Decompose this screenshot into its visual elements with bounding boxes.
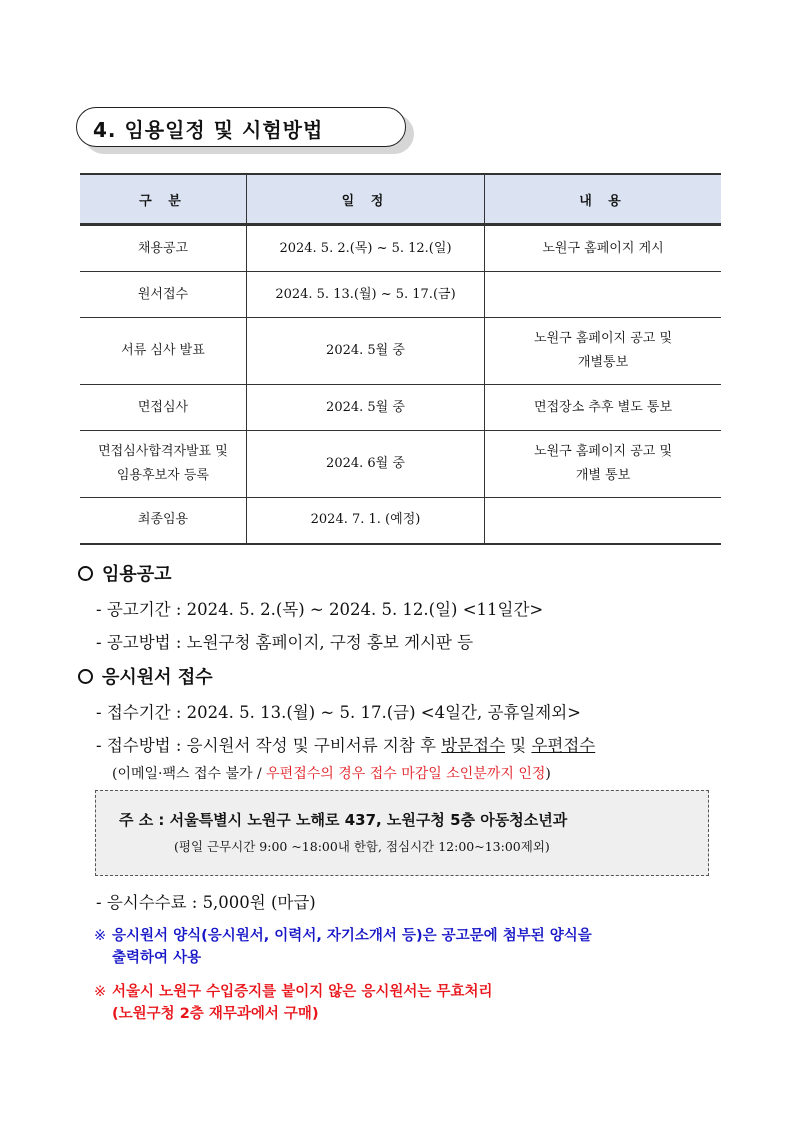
form-note-line1: 응시원서 양식(응시원서, 이력서, 자기소개서 등)은 공고문에 첨부된 양식을 [112,928,592,944]
cell-schedule: 2024. 7. 1. (예정) [246,498,484,544]
table-row [80,318,721,385]
table-row [80,431,721,498]
cell-category: 면접심사 [80,385,246,431]
address-hours: (평일 근무시간 9:00 ~18:00내 한함, 점심시간 12:00~13:00제외) [174,839,550,854]
cell-schedule: 2024. 5월 중 [246,318,484,385]
circle-bullet-icon [78,566,93,581]
method-prefix: - 접수방법 : 응시원서 작성 및 구비서류 지참 후 [96,736,442,755]
header-category: 구 분 [80,174,246,225]
header-schedule: 일 정 [246,174,484,225]
method-and: 및 [505,736,532,755]
form-note [94,925,592,969]
cell-category: 최종임용 [80,498,246,544]
section-title: 4. 임용일정 및 시험방법 [93,118,324,142]
form-note-line2: 출력하여 사용 [112,950,202,966]
announcement-heading [78,560,172,586]
application-period: - 접수기간 : 2024. 5. 13.(월) ~ 5. 17.(금) <4일간, 공휴일제외> [96,703,581,722]
table-row [80,272,721,318]
cell-category [80,431,246,498]
category-line: 임용후보자 등록 [116,468,209,483]
table-row [80,498,721,544]
reference-mark-icon: ※ [94,928,107,944]
cell-category: 채용공고 [80,225,246,272]
note-black: (이메일·팩스 접수 불가 / [112,766,267,782]
category-line: 면접심사합격자발표 및 [98,444,228,459]
cell-schedule: 2024. 6월 중 [246,431,484,498]
cell-content [485,318,721,385]
application-method [96,732,595,756]
announcement-heading-text: 임용공고 [102,564,172,585]
cell-category: 원서접수 [80,272,246,318]
application-heading-text: 응시원서 접수 [102,667,213,688]
application-fee: - 응시수수료 : 5,000원 (마급) [96,893,316,912]
cell-content [485,272,721,318]
content-line: 노원구 홈페이지 공고 및 [534,331,673,346]
method-visit: 방문접수 [441,736,506,755]
application-heading [78,663,213,689]
circle-bullet-icon [78,669,93,684]
header-content: 내 용 [485,174,721,225]
address-box [95,790,709,876]
stamp-note-line2: (노원구청 2층 재무과에서 구매) [112,1006,319,1022]
address-main: 주 소 : 서울특별시 노원구 노해로 437, 노원구청 5층 아동청소년과 [119,811,568,829]
cell-content: 노원구 홈페이지 게시 [485,225,721,272]
cell-content [485,431,721,498]
application-note [112,763,551,783]
announcement-method: - 공고방법 : 노원구청 홈페이지, 구정 홍보 게시판 등 [96,633,474,652]
cell-category: 서류 심사 발표 [80,318,246,385]
content-line: 노원구 홈페이지 공고 및 [534,444,673,459]
schedule-table [80,173,721,545]
cell-schedule: 2024. 5월 중 [246,385,484,431]
announcement-period: - 공고기간 : 2024. 5. 2.(목) ~ 2024. 5. 12.(일) <11일간> [96,600,544,619]
cell-content: 면접장소 추후 별도 통보 [485,385,721,431]
method-post: 우편접수 [531,736,596,755]
note-red: 우편접수의 경우 접수 마감일 소인분까지 인정 [266,766,546,782]
table-header-row [80,174,721,225]
table-row [80,225,721,272]
cell-schedule: 2024. 5. 2.(목) ~ 5. 12.(일) [246,225,484,272]
cell-content [485,498,721,544]
content-line: 개별통보 [577,355,629,370]
content-line: 개별 통보 [575,468,631,483]
cell-schedule: 2024. 5. 13.(월) ~ 5. 17.(금) [246,272,484,318]
reference-mark-icon: ※ [94,984,107,1000]
stamp-note [94,981,492,1025]
section-title-box [76,107,406,147]
note-close: ) [545,766,551,782]
table-row [80,385,721,431]
stamp-note-line1: 서울시 노원구 수입증지를 붙이지 않은 응시원서는 무효처리 [112,984,493,1000]
